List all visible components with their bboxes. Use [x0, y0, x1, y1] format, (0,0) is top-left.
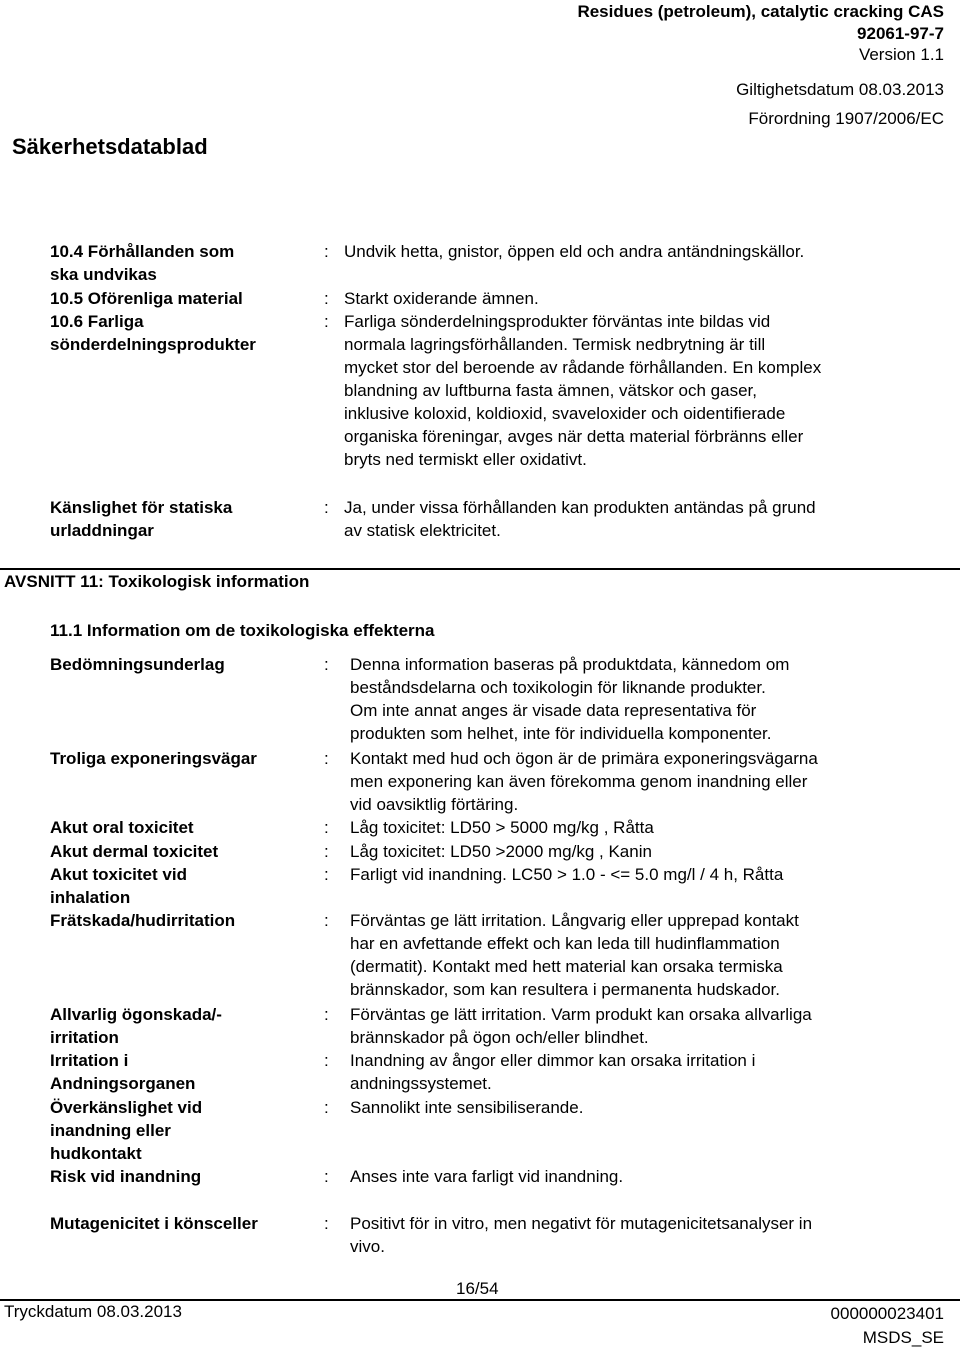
regulation: Förordning 1907/2006/EC — [748, 109, 944, 128]
row-colon: : — [324, 1214, 329, 1233]
row-colon: : — [324, 289, 329, 308]
row-label: Akut toxicitet vid inhalation — [50, 865, 187, 907]
version: Version 1.1 — [858, 45, 944, 64]
row-label: Bedömningsunderlag — [50, 655, 225, 674]
row-colon: : — [324, 842, 329, 861]
row-colon: : — [324, 818, 329, 837]
page-number: 16/54 — [456, 1279, 499, 1298]
row-label: 10.4 Förhållanden som ska undvikas — [50, 242, 235, 284]
row-value: Undvik hetta, gnistor, öppen eld och andra antändningskällor. — [344, 242, 805, 261]
footer-doc-code — [831, 1302, 944, 1349]
row-label: Allvarlig ögonskada/- irritation — [50, 1005, 222, 1047]
footer-divider — [0, 1299, 960, 1301]
row-colon: : — [324, 1098, 329, 1117]
section11-title: AVSNITT 11: Toxikologisk information — [4, 572, 310, 591]
row-label: Frätskada/hudirritation — [50, 911, 236, 930]
row-value: Inandning av ångor eller dimmor kan orsaka irritation i andningssystemet. — [350, 1051, 756, 1093]
row-value: Förväntas ge lätt irritation. Varm produkt kan orsaka allvarliga brännskador på ögon och/eller blindhet. — [350, 1005, 812, 1047]
row-label: Irritation i Andningsorganen — [50, 1051, 196, 1093]
cas-number: 92061-97-7 — [857, 24, 944, 43]
doc-code: MSDS_SE — [862, 1328, 944, 1347]
row-label: Akut dermal toxicitet — [50, 842, 219, 861]
row-label: 10.5 Oförenliga material — [50, 289, 243, 308]
row-value: Kontakt med hud och ögon är de primära exponeringsvägarna men exponering kan även förekomma genom inandning eller vid oavsiktlig förtäring. — [350, 749, 818, 814]
row-label: Mutagenicitet i könsceller — [50, 1214, 258, 1233]
validity-date: Giltighetsdatum 08.03.2013 — [736, 80, 944, 99]
row-value: Farligt vid inandning. LC50 > 1.0 - <= 5.0 mg/l / 4 h, Råtta — [350, 865, 784, 884]
row-colon: : — [324, 312, 329, 331]
row-label: Överkänslighet vid inandning eller hudkontakt — [50, 1098, 203, 1163]
row-colon: : — [324, 498, 329, 517]
section11-subtitle: 11.1 Information om de toxikologiska effekterna — [50, 621, 435, 640]
row-value: Låg toxicitet: LD50 >2000 mg/kg , Kanin — [350, 842, 652, 861]
row-colon: : — [324, 655, 329, 674]
row-label: 10.6 Farliga sönderdelningsprodukter — [50, 312, 256, 354]
print-date: Tryckdatum 08.03.2013 — [4, 1302, 182, 1321]
row-value: Denna information baseras på produktdata, kännedom om beståndsdelarna och toxikologin för liknande produkter. Om inte annat anges är visade data representativa för produkten som helhet, inte för individuella komponenter. — [350, 655, 790, 743]
doc-title: Säkerhetsdatablad — [12, 134, 208, 159]
row-label: Känslighet för statiska urladdningar — [50, 498, 233, 540]
row-value: Sannolikt inte sensibiliserande. — [350, 1098, 584, 1117]
row-value: Förväntas ge lätt irritation. Långvarig eller upprepad kontakt har en avfettande effekt och kan leda till hudinflammation (dermatit). Kontakt med hett material kan orsaka termiska brännskador, som kan resultera i permanenta hudskador. — [350, 911, 799, 999]
row-label: Troliga exponeringsvägar — [50, 749, 257, 768]
row-label: Akut oral toxicitet — [50, 818, 194, 837]
row-value: Låg toxicitet: LD50 > 5000 mg/kg , Råtta — [350, 818, 654, 837]
row-colon: : — [324, 749, 329, 768]
row-colon: : — [324, 1051, 329, 1070]
doc-number: 000000023401 — [830, 1304, 944, 1323]
row-colon: : — [324, 242, 329, 261]
row-value: Ja, under vissa förhållanden kan produkten antändas på grund av statisk elektricitet. — [344, 498, 816, 540]
row-colon: : — [324, 911, 329, 930]
row-colon: : — [324, 1005, 329, 1024]
row-value: Anses inte vara farligt vid inandning. — [350, 1167, 624, 1186]
row-label: Risk vid inandning — [50, 1167, 202, 1186]
product-name: Residues (petroleum), catalytic cracking CAS — [577, 2, 944, 21]
row-colon: : — [324, 865, 329, 884]
row-value: Starkt oxiderande ämnen. — [344, 289, 539, 308]
row-value: Farliga sönderdelningsprodukter förväntas inte bildas vid normala lagringsförhållanden. Termisk nedbrytning är till mycket stor del beroende av rådande förhållanden. En komplex blandning av luftburna fasta ämnen, vätskor och gaser, inklusive koloxid, koldioxid, svaveloxider och oidentifierade organiska föreningar, avges när detta material förbränns eller bryts ned termiskt eller oxidativt. — [344, 312, 822, 469]
row-colon: : — [324, 1167, 329, 1186]
row-value: Positivt för in vitro, men negativt för mutagenicitetsanalyser in vivo. — [350, 1214, 813, 1256]
